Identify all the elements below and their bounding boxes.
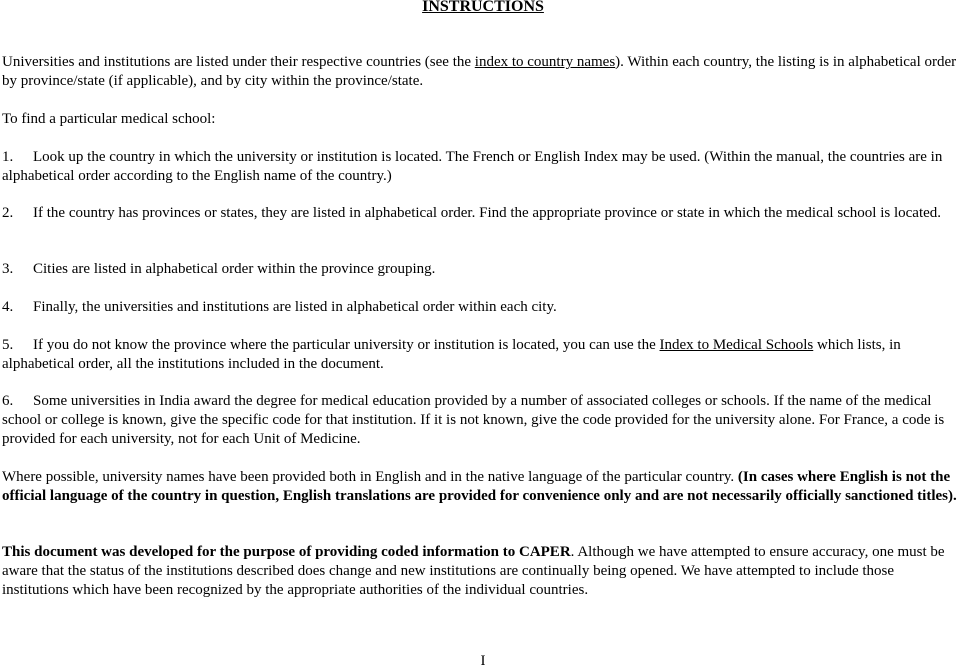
purpose-text: . Although we have attempted to ensure accuracy, one must be aware that the status of the institutions described does change and new institutions are continually being opened. We have attempted to include those institutions which have been recognized by the appropriate authorities of the individual countries. [2, 544, 945, 598]
step-item [2, 260, 957, 279]
step-item [2, 148, 957, 186]
page-title: INSTRUCTIONS [422, 0, 544, 15]
step-text [2, 336, 957, 374]
names-note-paragraph [2, 468, 957, 506]
intro-text-start: Universities and institutions are listed under their respective countries (see the [2, 54, 475, 70]
step-text: Cities are listed in alphabetical order within the province grouping. [33, 261, 436, 277]
intro-text-end: ). Within each country, the listing is in alphabetical order by province/state (if applicable), and by city within the province/state. [2, 54, 957, 89]
names-note-text: Where possible, university names have been provided both in English and in the native language of the particular country. [2, 469, 738, 485]
step-number: 3. [2, 261, 14, 277]
intro-paragraph [2, 53, 957, 91]
step-item [2, 298, 957, 317]
purpose-bold: This document was developed for the purpose of providing coded information to CAPER [2, 544, 571, 560]
step-text-end: which lists, in alphabetical order, all the institutions included in the document. [2, 337, 901, 372]
document-page [2, 0, 957, 669]
purpose-paragraph [2, 543, 957, 600]
step-number: 2. [2, 205, 14, 221]
step-item [2, 204, 957, 223]
step-number: 6. [2, 393, 14, 409]
medical-schools-index-link[interactable]: Index to Medical Schools [659, 337, 814, 353]
step-text: Look up the country in which the university or institution is located. The French or English Index may be used. (Within the manual, the countries are in alphabetical order according to the English name of the country.) [2, 149, 943, 184]
step-text: If the country has provinces or states, they are listed in alphabetical order. Find the appropriate province or state in which the medical school is located. [33, 205, 942, 221]
lead-line: To find a particular medical school: [2, 111, 216, 127]
step-text-start: If you do not know the province where the particular university or institution is located, you can use the [33, 337, 660, 353]
step-number: 5. [2, 337, 14, 353]
step-text: Some universities in India award the degree for medical education provided by a number of associated colleges or schools. If the name of the medical school or college is known, give the specific code for that institution. If it is not known, give the code provided for the university alone. For France, a code is provided for each university, not for each Unit of Medicine. [2, 393, 945, 447]
step-text: Finally, the universities and institutions are listed in alphabetical order within each city. [33, 299, 557, 315]
page-number: I [480, 653, 486, 669]
step-item [2, 392, 957, 449]
step-number: 4. [2, 299, 14, 315]
country-index-link[interactable]: index to country names [474, 54, 616, 70]
names-note-bold: (In cases where English is not the official language of the country in question, English translations are provided for convenience only and are not necessarily officially sanctioned titles). [2, 469, 957, 504]
step-item [2, 336, 957, 374]
step-number: 1. [2, 149, 14, 165]
